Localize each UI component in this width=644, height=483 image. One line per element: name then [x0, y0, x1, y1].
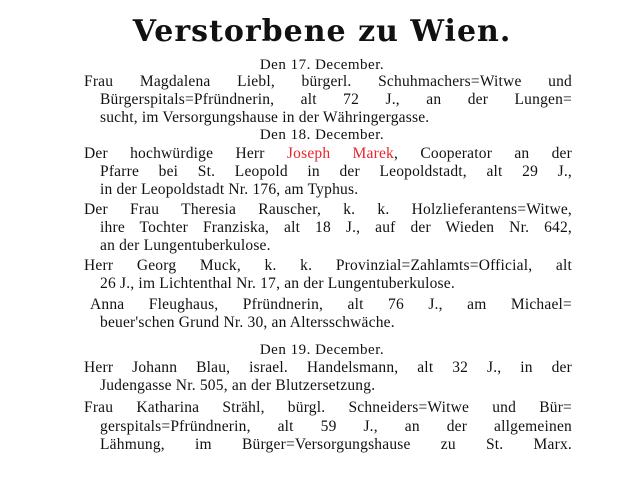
date-heading-dec-18: Den 18. December.	[259, 127, 385, 143]
entry-blau-line-2: Judengasse Nr. 505, an der Blutzersetzung.	[100, 377, 376, 394]
entry-fleughaus-line-2: beuer'schen Grund Nr. 30, an Altersschwäche.	[100, 314, 395, 331]
entry-liebl-line-2: Bürgerspitals=Pfründnerin, alt 72 J., an der Lungen=	[100, 91, 572, 108]
entry-liebl-line-1: Frau Magdalena Liebl, bürgerl. Schuhmachers=Witwe und	[84, 73, 572, 90]
entry-straehl-line-1: Frau Katharina Strähl, bürgl. Schneiders=Witwe und Bür=	[84, 399, 572, 416]
entry-fleughaus-line-1: Anna Fleughaus, Pfründnerin, alt 76 J., am Michael=	[90, 296, 572, 313]
entry-marek-line-3: in der Leopoldstadt Nr. 176, am Typhus.	[100, 181, 359, 198]
entry-straehl-line-2: gerspitals=Pfründnerin, alt 59 J., an der allgemeinen	[100, 418, 572, 435]
entry-rauscher-line-2: ihre Tochter Franziska, alt 18 J., auf der Wieden Nr. 642,	[100, 219, 572, 236]
entry-liebl-line-3: sucht, im Versorgungshause in der Währingergasse.	[100, 109, 430, 126]
highlighted-name: Joseph Marek	[286, 145, 395, 162]
entry-straehl-line-3: Lähmung, im Bürger=Versorgungshause zu St. Marx.	[100, 436, 572, 453]
entry-marek-line-2: Pfarre bei St. Leopold in der Leopoldstadt, alt 29 J.,	[100, 163, 572, 180]
entry-marek-prefix: Der hochwürdige Herr	[84, 145, 287, 162]
entry-muck-line-1: Herr Georg Muck, k. k. Provinzial=Zahlamts=Official, alt	[84, 257, 572, 274]
entry-marek-suffix: , Cooperator an der	[394, 145, 572, 162]
date-heading-dec-17: Den 17. December.	[259, 57, 385, 73]
date-heading-dec-19: Den 19. December.	[259, 342, 385, 358]
page-title: Verstorbene zu Wien.	[132, 14, 512, 49]
entry-marek-line-1	[84, 145, 572, 163]
entry-blau-line-1: Herr Johann Blau, israel. Handelsmann, alt 32 J., in der	[84, 359, 572, 376]
entry-rauscher-line-3: an der Lungentuberkulose.	[100, 237, 271, 254]
entry-muck-line-2: 26 J., im Lichtenthal Nr. 17, an der Lungentuberkulose.	[100, 275, 455, 292]
entry-rauscher-line-1: Der Frau Theresia Rauscher, k. k. Holzlieferantens=Witwe,	[84, 201, 572, 218]
